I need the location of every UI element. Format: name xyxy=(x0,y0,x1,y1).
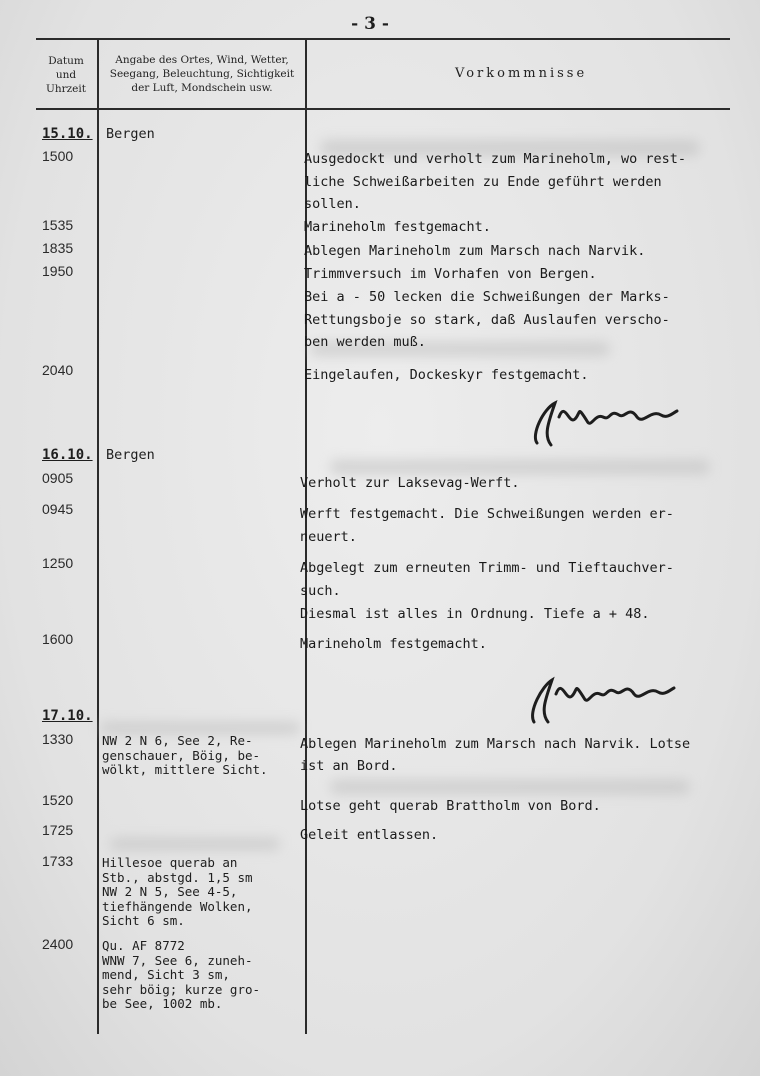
event-line: Ablegen Marineholm zum Marsch nach Narvik. Lotse xyxy=(300,736,691,752)
header-events: Vorkommnisse xyxy=(455,66,588,81)
time-entry: 1500 xyxy=(42,148,74,164)
time-entry: 1600 xyxy=(42,631,74,647)
event-line: Ablegen Marineholm zum Marsch nach Narvik. xyxy=(304,243,646,259)
date-entry: 15.10. xyxy=(42,126,93,142)
time-entry: 1535 xyxy=(42,217,74,233)
weather-entry: Hillesoe querab an Stb., abstgd. 1,5 sm NW 2 N 5, See 4-5, tiefhängende Wolken, Sicht 6 sm. xyxy=(102,855,253,928)
time-entry: 1520 xyxy=(42,792,74,808)
time-entry: 0905 xyxy=(42,470,74,486)
header-col1-line: Datum xyxy=(48,55,84,67)
event-line: Trimmversuch im Vorhafen von Bergen. xyxy=(304,266,597,282)
event-line: Abgelegt zum erneuten Trimm- und Tieftauchver- xyxy=(300,560,674,576)
time-entry: 1733 xyxy=(42,853,74,869)
date-entry: 17.10. xyxy=(42,708,93,724)
time-entry: 2400 xyxy=(42,936,74,952)
scan-blur xyxy=(110,838,280,850)
time-entry: 1950 xyxy=(42,263,74,279)
event-line: Bei a - 50 lecken die Schweißungen der Marks- xyxy=(304,289,670,305)
signature-image xyxy=(520,672,680,730)
event-line: Lotse geht querab Brattholm von Bord. xyxy=(300,798,601,814)
header-date-time xyxy=(38,54,94,96)
time-entry: 0945 xyxy=(42,501,74,517)
time-entry: 1330 xyxy=(42,731,74,747)
header-location-weather xyxy=(101,53,303,95)
event-line: Werft festgemacht. Die Schweißungen werden er- xyxy=(300,506,674,522)
time-entry: 1725 xyxy=(42,822,74,838)
scan-blur xyxy=(330,460,710,474)
header-col1-line: und xyxy=(55,69,77,81)
header-col2-line: Angabe des Ortes, Wind, Wetter, xyxy=(115,54,289,66)
header-col1-line: Uhrzeit xyxy=(46,83,86,95)
page-number: - 3 - xyxy=(351,14,389,34)
weather-entry: NW 2 N 6, See 2, Re- genschauer, Böig, be- wölkt, mittlere Sicht. xyxy=(102,733,268,777)
column-divider-1 xyxy=(97,40,99,1034)
event-line: liche Schweißarbeiten zu Ende geführt werden xyxy=(304,174,662,190)
time-entry: 2040 xyxy=(42,362,74,378)
event-line: Verholt zur Laksevag-Werft. xyxy=(300,475,520,491)
event-line: Diesmal ist alles in Ordnung. Tiefe a + 48. xyxy=(300,606,650,622)
location-entry: Bergen xyxy=(106,447,155,463)
event-line: Eingelaufen, Dockeskyr festgemacht. xyxy=(304,367,589,383)
event-line: ist an Bord. xyxy=(300,758,398,774)
event-line: Marineholm festgemacht. xyxy=(300,636,487,652)
header-col2-line: der Luft, Mondschein usw. xyxy=(131,82,273,94)
event-line: neuert. xyxy=(300,529,357,545)
event-line: Geleit entlassen. xyxy=(300,827,439,843)
header-col2-line: Seegang, Beleuchtung, Sichtigkeit xyxy=(109,68,295,80)
time-entry: 1250 xyxy=(42,555,74,571)
location-entry: Bergen xyxy=(106,126,155,142)
header-rule xyxy=(36,108,730,110)
weather-entry: Qu. AF 8772 WNW 7, See 6, zuneh- mend, Sicht 3 sm, sehr böig; kurze gro- be See, 1002 mb. xyxy=(102,938,261,1011)
event-line: Rettungsboje so stark, daß Auslaufen verscho- xyxy=(304,312,670,328)
top-rule xyxy=(36,38,730,40)
event-line: sollen. xyxy=(304,196,361,212)
date-entry: 16.10. xyxy=(42,447,93,463)
event-line: such. xyxy=(300,583,341,599)
event-line: ben werden muß. xyxy=(304,334,426,350)
scan-blur xyxy=(330,780,690,794)
time-entry: 1835 xyxy=(42,240,74,256)
event-line: Ausgedockt und verholt zum Marineholm, wo rest- xyxy=(304,151,687,167)
event-line: Marineholm festgemacht. xyxy=(304,219,491,235)
signature-image xyxy=(525,395,685,455)
